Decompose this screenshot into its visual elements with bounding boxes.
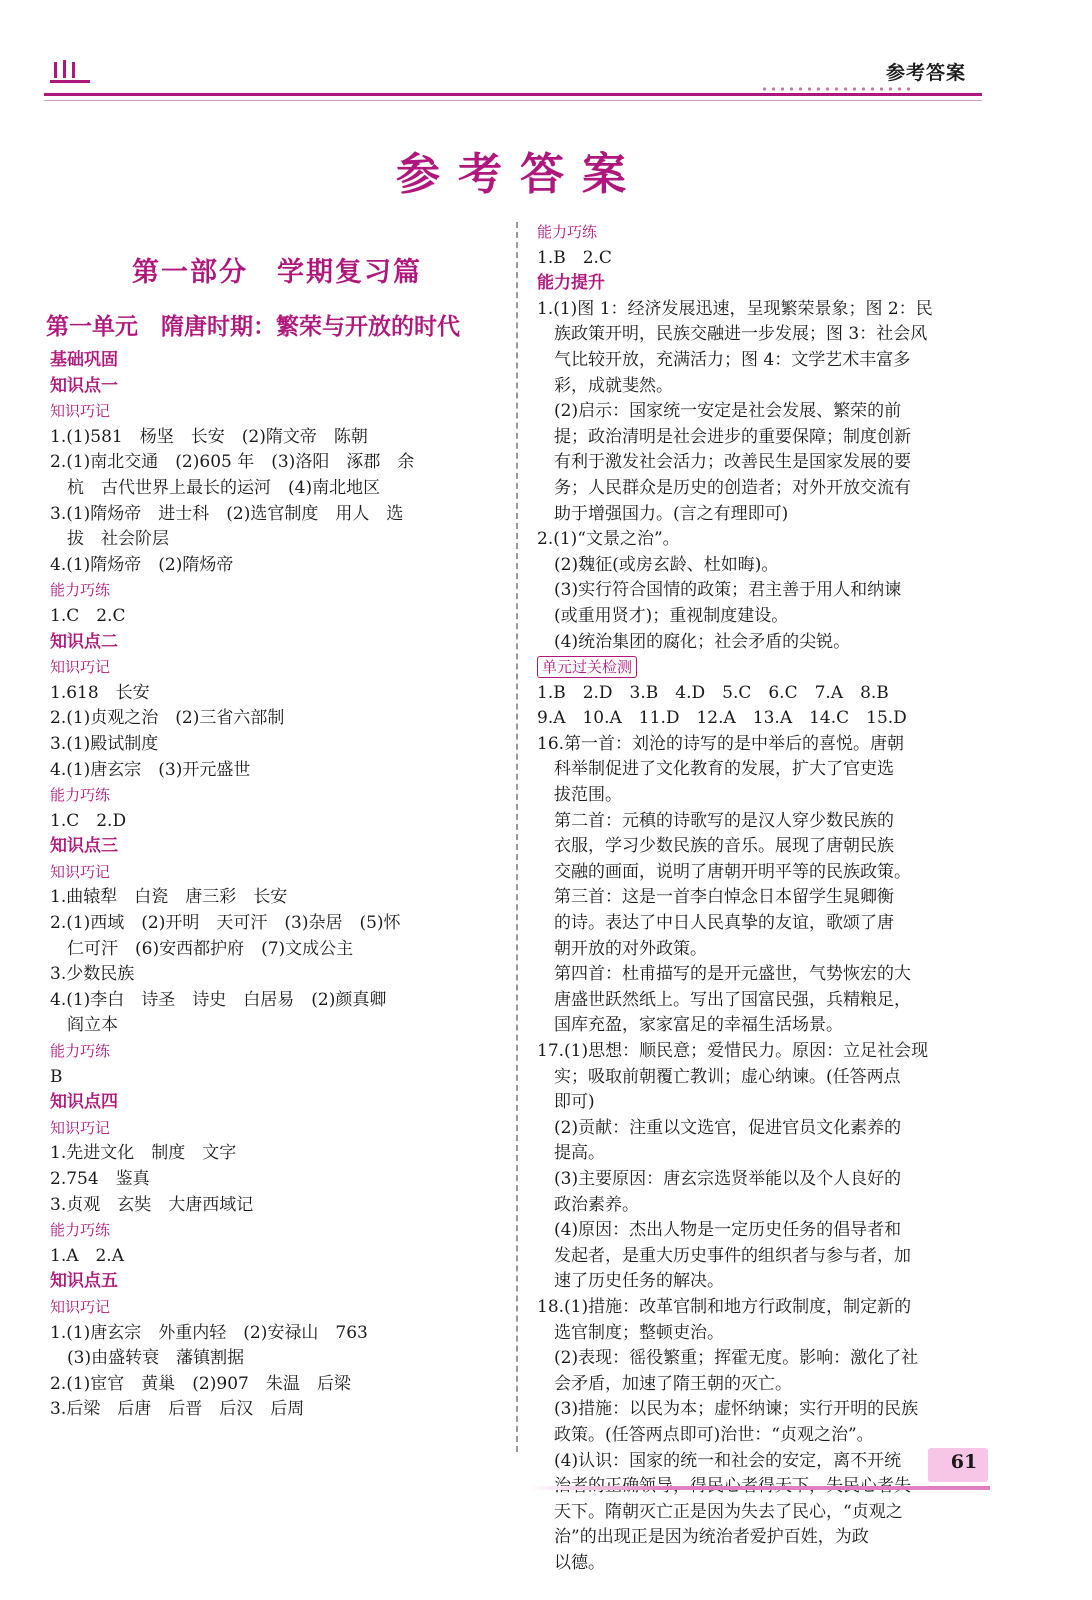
subsection-label: 知识巧记	[50, 658, 111, 677]
unit-test-heading	[537, 655, 992, 681]
answer-line: 衣服，学习少数民族的音乐。展现了唐朝民族	[537, 836, 894, 857]
answer-line: 交融的画面，说明了唐朝开明平等的民族政策。	[537, 861, 911, 882]
answer-line: 以德。	[537, 1552, 605, 1573]
answer-line: (3)主要原因：唐玄宗选贤举能以及个人良好的	[537, 1168, 902, 1189]
right-answers	[537, 220, 992, 1576]
section-heading: 基础巩固	[50, 350, 118, 370]
answer-line: 2.(1)“文景之治”。	[537, 529, 680, 550]
answer-line: 2.(1)南北交通 (2)605 年 (3)洛阳 涿郡 余	[50, 452, 415, 473]
answer-line: 拔 社会阶层	[50, 529, 169, 550]
answer-line: 助于增强国力。(言之有理即可)	[537, 503, 789, 524]
header-dot-ornament	[760, 86, 910, 92]
answer-line: 1.B 2.C	[537, 247, 612, 268]
answer-line: 2.(1)西域 (2)开明 天可汗 (3)杂居 (5)怀	[50, 913, 401, 934]
answer-line: (2)贡献：注重以文选官，促进官员文化素养的	[537, 1117, 902, 1138]
answer-line: B	[50, 1066, 63, 1087]
answer-line: 2.(1)宦官 黄巢 (2)907 朱温 后梁	[50, 1373, 351, 1394]
answer-line: 2.754 鉴真	[50, 1169, 150, 1189]
answer-line: 有利于激发社会活力；改善民生是国家发展的要	[537, 452, 911, 473]
answer-line: 提高。	[537, 1143, 605, 1164]
answer-line: 16.第一首：刘沧的诗写的是中举后的喜悦。唐朝	[537, 733, 905, 754]
answer-line: 仁可汗 (6)安西都护府 (7)文成公主	[50, 938, 354, 959]
answer-line: 1.B 2.D 3.B 4.D 5.C 6.C 7.A 8.B	[537, 682, 889, 703]
book-logo-icon	[48, 56, 94, 86]
answer-line: 科举制促进了文化教育的发展，扩大了官吏选	[537, 759, 894, 780]
answer-line: 政策。(任答两点即可)治世：“贞观之治”。	[537, 1424, 874, 1445]
answer-line: 9.A 10.A 11.D 12.A 13.A 14.C 15.D	[537, 708, 907, 729]
answer-line: 4.(1)唐玄宗 (3)开元盛世	[50, 759, 251, 780]
column-divider	[516, 222, 518, 1452]
answer-line: 国库充盈，家家富足的幸福生活场景。	[537, 1015, 843, 1036]
answer-line: 1.(1)唐玄宗 外重内轻 (2)安禄山 763	[50, 1322, 368, 1343]
answer-line: 1.曲辕犁 白瓷 唐三彩 长安	[50, 887, 288, 908]
answer-line: 1.C 2.D	[50, 810, 127, 831]
answer-line: 杭 古代世界上最长的运河 (4)南北地区	[50, 477, 381, 498]
page-title: 参考答案	[396, 149, 644, 200]
answer-line: 4.(1)隋炀帝 (2)隋炀帝	[50, 554, 234, 575]
answer-line: 唐盛世跃然纸上。写出了国富民强，兵精粮足，	[537, 989, 911, 1010]
answer-line: (3)实行符合国情的政策；君主善于用人和纳谏	[537, 580, 902, 601]
answer-line: (4)认识：国家的统一和社会的安定，离不开统	[537, 1450, 902, 1471]
right-column	[537, 220, 992, 1576]
answer-line: 2.(1)贞观之治 (2)三省六部制	[50, 708, 285, 729]
answer-line: 务；人民群众是历史的创造者；对外开放交流有	[537, 477, 911, 498]
answer-line: 1.C 2.C	[50, 605, 126, 626]
answer-line: (2)魏征(或房玄龄、杜如晦)。	[537, 554, 779, 575]
subsection-label: 能力巧练	[537, 223, 598, 241]
answer-line: 治”的出现正是因为统治者爱护百姓，为政	[537, 1527, 869, 1548]
subsection-label: 知识巧记	[50, 402, 111, 421]
page-number: 61	[950, 1451, 978, 1473]
answer-line: 3.(1)殿试制度	[50, 733, 159, 754]
answer-line: 族政策开明，民族交融进一步发展；图 3：社会风	[537, 324, 928, 345]
answer-line: 第二首：元稹的诗歌写的是汉人穿少数民族的	[537, 810, 894, 831]
answer-line: 1.A 2.A	[50, 1245, 124, 1266]
answer-line: 第三首：这是一首李白悼念日本留学生晁卿衡	[537, 887, 894, 908]
answer-line: 3.少数民族	[50, 964, 135, 985]
subsection-label: 能力巧练	[50, 786, 111, 805]
answer-line: 1.(1)图 1：经济发展迅速，呈现繁荣景象；图 2：民	[537, 298, 933, 319]
answer-line: 选官制度；整顿吏治。	[537, 1322, 724, 1343]
answer-line: 17.(1)思想：顺民意；爱惜民力。原因：立足社会现	[537, 1041, 929, 1061]
answer-line: 速了历史任务的解决。	[537, 1271, 724, 1292]
section-heading: 能力提升	[537, 273, 605, 294]
unit-title: 第一单元 隋唐时期：繁荣与开放的时代	[46, 313, 460, 340]
answer-line: 第四首：杜甫描写的是开元盛世，气势恢宏的大	[537, 964, 911, 985]
header-rule-thin	[44, 100, 982, 101]
answer-line: (3)措施：以民为本；虚怀纳谏；实行开明的民族	[537, 1399, 919, 1420]
section-heading: 知识点五	[50, 1271, 118, 1292]
answer-line: (4)统治集团的腐化；社会矛盾的尖锐。	[537, 631, 851, 652]
answer-line: 拔范围。	[537, 785, 622, 806]
section-heading: 知识点一	[50, 375, 118, 396]
answer-line: 1.618 长安	[50, 682, 150, 703]
answer-line: 天下。隋朝灭亡正是因为失去了民心，“贞观之	[537, 1501, 903, 1522]
header-rule	[44, 93, 982, 96]
answer-line: (4)原因：杰出人物是一定历史任务的倡导者和	[537, 1220, 902, 1241]
subsection-label: 能力巧练	[50, 1221, 111, 1240]
answer-line: 3.贞观 玄奘 大唐西域记	[50, 1194, 254, 1215]
unit-test-label: 单元过关检测	[537, 656, 637, 678]
answer-line: 气比较开放，充满活力；图 4：文学艺术丰富多	[537, 349, 911, 370]
subsection-label: 知识巧记	[50, 1297, 111, 1316]
subsection-label: 知识巧记	[50, 1118, 111, 1137]
left-answers	[50, 348, 510, 1423]
answer-line: 1.(1)581 杨坚 长安 (2)隋文帝 陈朝	[50, 426, 368, 447]
answer-line: 即可)	[537, 1092, 595, 1113]
answer-line: 实；吸取前朝覆亡教训；虚心纳谏。(任答两点	[537, 1066, 901, 1087]
answer-line: 1.先进文化 制度 文字	[50, 1143, 237, 1164]
answer-line: 彩，成就斐然。	[537, 375, 673, 396]
footer-rule	[530, 1486, 990, 1490]
left-column	[46, 252, 510, 1423]
answer-line: 3.后梁 后唐 后晋 后汉 后周	[50, 1399, 305, 1420]
section-heading: 知识点二	[50, 631, 118, 652]
part-title: 第一部分 学期复习篇	[132, 257, 422, 288]
answer-line: 阎立本	[50, 1015, 118, 1036]
answer-line: 3.(1)隋炀帝 进士科 (2)选官制度 用人 选	[50, 503, 404, 524]
answer-line: 提；政治清明是社会进步的重要保障；制度创新	[537, 426, 911, 447]
answer-line: (2)启示：国家统一安定是社会发展、繁荣的前	[537, 401, 902, 422]
subsection-label: 能力巧练	[50, 581, 111, 600]
answer-line: 发起者，是重大历史事件的组织者与参与者，加	[537, 1245, 911, 1266]
section-heading: 知识点三	[50, 836, 118, 857]
subsection-label: 知识巧记	[50, 862, 111, 881]
answer-line: (或重用贤才)；重视制度建设。	[537, 605, 789, 626]
answer-line: (2)表现：徭役繁重；挥霍无度。影响：激化了社	[537, 1348, 919, 1369]
answer-line: (3)由盛转衰 藩镇割据	[50, 1348, 245, 1369]
answer-line: 会矛盾，加速了隋王朝的灭亡。	[537, 1373, 792, 1394]
header-label: 参考答案	[886, 62, 967, 84]
section-heading: 知识点四	[50, 1092, 118, 1113]
answer-line: 18.(1)措施：改革官制和地方行政制度，制定新的	[537, 1296, 912, 1317]
subsection-label: 能力巧练	[50, 1042, 111, 1061]
answer-line: 4.(1)李白 诗圣 诗史 白居易 (2)颜真卿	[50, 989, 387, 1010]
answer-line: 朝开放的对外政策。	[537, 938, 707, 959]
answer-line: 政治素养。	[537, 1194, 639, 1215]
answer-line: 的诗。表达了中日人民真挚的友谊，歌颂了唐	[537, 913, 894, 934]
